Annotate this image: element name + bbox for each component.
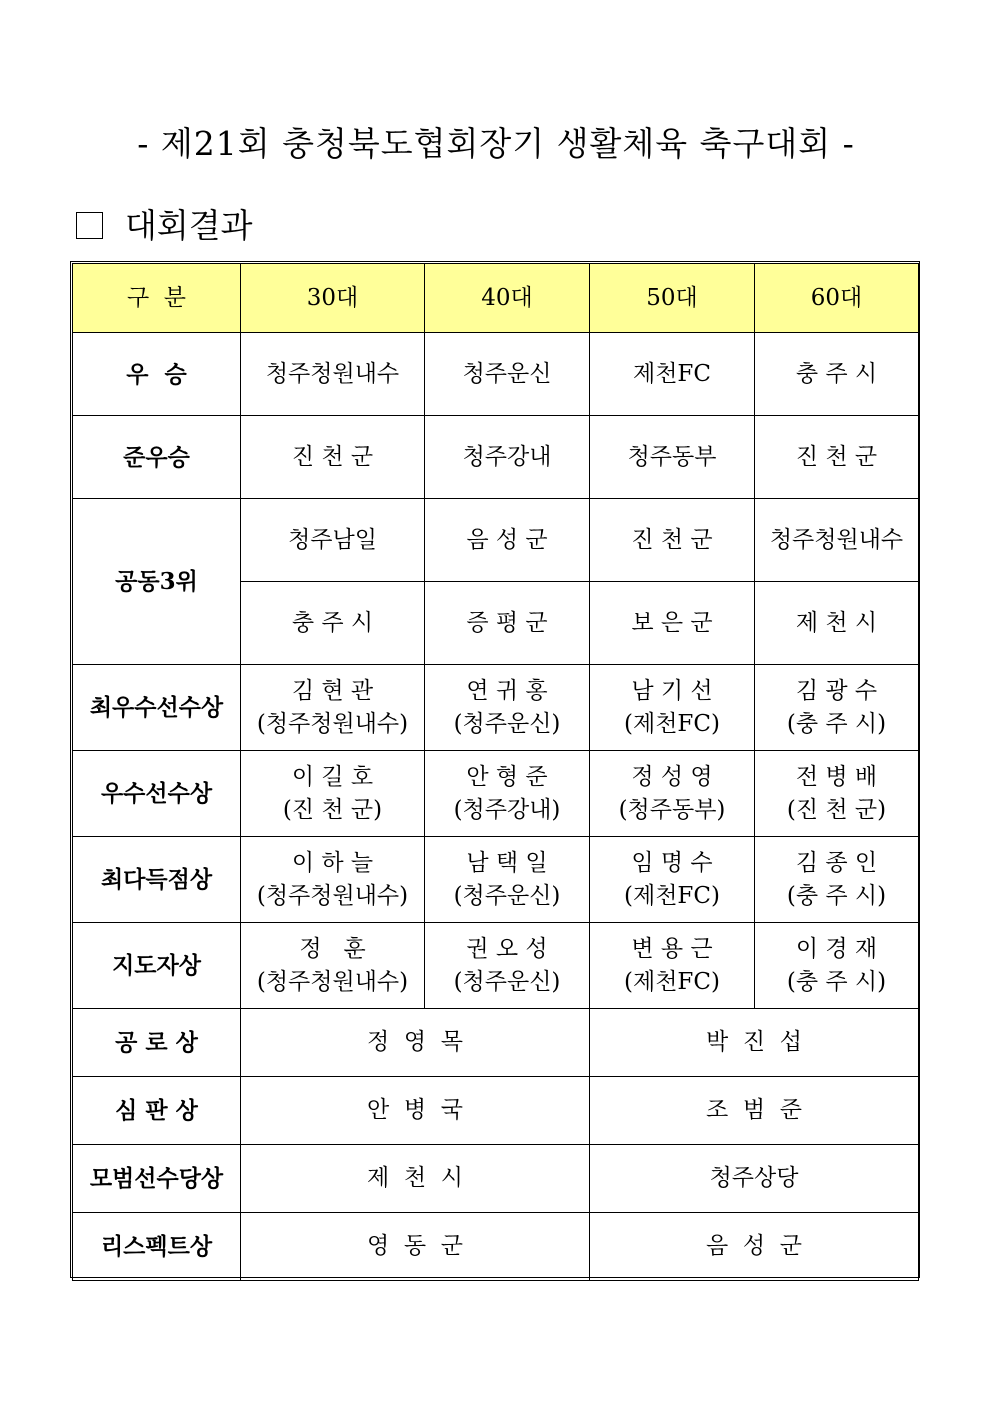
row-label: 심 판 상 <box>73 1077 241 1145</box>
table-cell: 청주상당 <box>590 1145 919 1213</box>
table-cell: 청주강내 <box>425 416 590 499</box>
player-name: 정 훈 <box>299 935 366 962</box>
table-cell <box>590 751 755 837</box>
player-team: (청주동부) <box>618 796 726 823</box>
player-name: 김 광 수 <box>795 677 878 704</box>
player-name: 안 형 준 <box>466 763 548 790</box>
table-cell: 안 병 국 <box>241 1077 590 1145</box>
header-cell-category: 구 분 <box>73 264 241 333</box>
player-team: (청주청원내수) <box>256 710 409 737</box>
table-cell <box>241 751 425 837</box>
player-name: 권 오 성 <box>466 935 548 962</box>
player-team: (청주청원내수) <box>256 882 409 909</box>
table-cell <box>590 923 755 1009</box>
table-cell <box>590 837 755 923</box>
table-cell <box>755 923 919 1009</box>
player-team: (청주청원내수) <box>256 968 409 995</box>
player-team: (진 천 군) <box>282 796 383 823</box>
row-label: 우수선수상 <box>73 751 241 837</box>
table-cell: 진 천 군 <box>241 416 425 499</box>
table-row-coach <box>73 923 919 1009</box>
table-row-excellent <box>73 751 919 837</box>
player-team: (충 주 시) <box>786 968 887 995</box>
row-label: 우 승 <box>73 333 241 416</box>
table-row-respect <box>73 1213 919 1281</box>
player-team: (청주강내) <box>453 796 561 823</box>
player-name: 남 기 선 <box>631 677 713 704</box>
table-cell: 제 천 시 <box>241 1145 590 1213</box>
table-cell: 충 주 시 <box>755 333 919 416</box>
table-cell: 증 평 군 <box>425 582 590 665</box>
table-cell <box>425 665 590 751</box>
table-row-referee <box>73 1077 919 1145</box>
table-cell: 음 성 군 <box>425 499 590 582</box>
player-team: (진 천 군) <box>786 796 887 823</box>
table-cell: 보 은 군 <box>590 582 755 665</box>
row-label: 리스펙트상 <box>73 1213 241 1281</box>
player-name: 이 경 재 <box>795 935 878 962</box>
player-name: 김 현 관 <box>291 677 374 704</box>
table-cell: 제 천 시 <box>755 582 919 665</box>
section-heading <box>76 200 253 247</box>
player-team: (충 주 시) <box>786 882 887 909</box>
row-label: 지도자상 <box>73 923 241 1009</box>
table-cell <box>425 837 590 923</box>
player-name: 전 병 배 <box>795 763 878 790</box>
table-cell <box>241 665 425 751</box>
row-label: 최다득점상 <box>73 837 241 923</box>
row-label: 최우수선수상 <box>73 665 241 751</box>
table-cell: 제천FC <box>590 333 755 416</box>
table-cell: 진 천 군 <box>755 416 919 499</box>
table-row-runner-up <box>73 416 919 499</box>
player-team: (청주운신) <box>453 968 561 995</box>
table-cell: 청주청원내수 <box>241 333 425 416</box>
player-team: (청주운신) <box>453 882 561 909</box>
table-cell: 진 천 군 <box>590 499 755 582</box>
section-label: 대회결과 <box>125 206 253 245</box>
table-cell <box>241 923 425 1009</box>
player-name: 변 용 근 <box>631 935 713 962</box>
table-cell: 청주동부 <box>590 416 755 499</box>
table-row-model-team <box>73 1145 919 1213</box>
header-cell-30s: 30대 <box>241 264 425 333</box>
table-cell: 청주운신 <box>425 333 590 416</box>
table-cell <box>425 751 590 837</box>
player-name: 연 귀 홍 <box>466 677 548 704</box>
row-label: 준우승 <box>73 416 241 499</box>
table-cell <box>590 665 755 751</box>
header-cell-60s: 60대 <box>755 264 919 333</box>
player-name: 정 성 영 <box>631 763 713 790</box>
table-cell <box>755 837 919 923</box>
player-team: (제천FC) <box>624 882 720 909</box>
player-name: 김 종 인 <box>795 849 878 876</box>
document-title: - 제21회 충청북도협회장기 생활체육 축구대회 - <box>137 124 855 163</box>
table-cell <box>241 837 425 923</box>
table-row-top-scorer <box>73 837 919 923</box>
player-team: (제천FC) <box>624 968 720 995</box>
table-cell: 음 성 군 <box>590 1213 919 1281</box>
player-team: (청주운신) <box>453 710 561 737</box>
table-cell <box>755 751 919 837</box>
player-name: 이 길 호 <box>291 763 374 790</box>
table-cell: 충 주 시 <box>241 582 425 665</box>
table-cell: 조 범 준 <box>590 1077 919 1145</box>
player-name: 임 명 수 <box>631 849 713 876</box>
checkbox-square-icon <box>76 212 103 239</box>
table-row-winner <box>73 333 919 416</box>
row-label: 공동3위 <box>73 499 241 665</box>
row-label: 공 로 상 <box>73 1009 241 1077</box>
table-row-mvp <box>73 665 919 751</box>
table-cell: 정 영 목 <box>241 1009 590 1077</box>
table-cell: 청주남일 <box>241 499 425 582</box>
row-label: 모범선수당상 <box>73 1145 241 1213</box>
table-cell: 영 동 군 <box>241 1213 590 1281</box>
player-name: 이 하 늘 <box>291 849 374 876</box>
results-table <box>72 263 919 1281</box>
table-cell: 청주청원내수 <box>755 499 919 582</box>
table-cell: 박 진 섭 <box>590 1009 919 1077</box>
table-cell <box>425 923 590 1009</box>
table-row-third-a <box>73 499 919 582</box>
table-row-merit <box>73 1009 919 1077</box>
header-cell-40s: 40대 <box>425 264 590 333</box>
table-header-row <box>73 264 919 333</box>
player-name: 남 택 일 <box>466 849 548 876</box>
header-cell-50s: 50대 <box>590 264 755 333</box>
player-team: (제천FC) <box>624 710 720 737</box>
table-cell <box>755 665 919 751</box>
player-team: (충 주 시) <box>786 710 887 737</box>
